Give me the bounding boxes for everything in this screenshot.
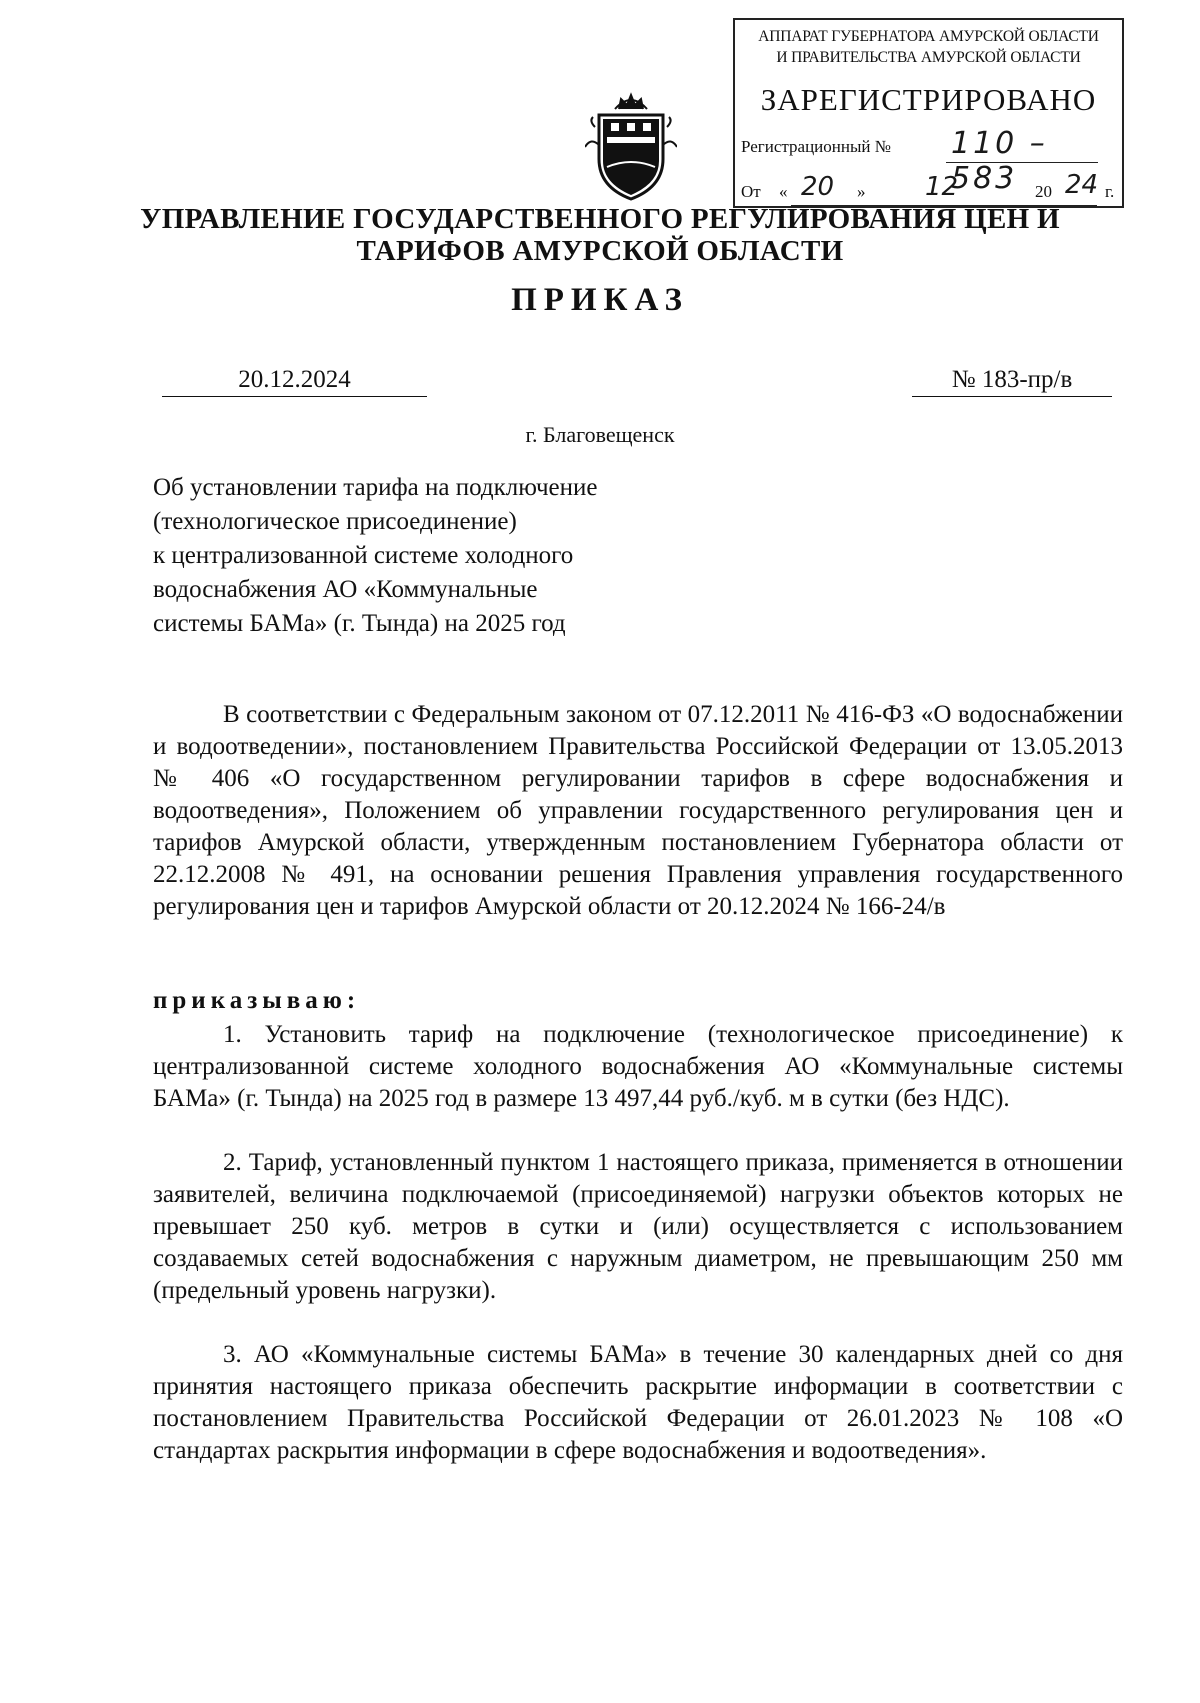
order-word: приказываю: [153, 987, 361, 1014]
stamp-from-label: От [741, 182, 761, 201]
order-item-2: 2. Тариф, установленный пунктом 1 настоящего приказа, применяется в отношении заявителей, величина подключаемой (присоединяемой) нагрузки объектов которых не превышает 250 куб. метров в сутки и (или) осуществляется с использованием создаваемых сетей водоснабжения с наружным диаметром, не превышающим 250 мм (предельный уровень нагрузки). [153, 1149, 1123, 1304]
authority-name-line-2: ТАРИФОВ АМУРСКОЙ ОБЛАСТИ [356, 235, 844, 267]
document-city: г. Благовещенск [525, 422, 675, 447]
subject-line: к централизованной системе холодного [153, 542, 574, 569]
subject-line: (технологическое присоединение) [153, 508, 517, 535]
stamp-month-handwritten: 12 [925, 172, 959, 202]
stamp-day-handwritten: 20 [801, 172, 835, 202]
order-item-1: 1. Установить тариф на подключение (технологическое присоединение) к централизованной системе холодного водоснабжения АО «Коммунальные системы БАМа» (г. Тында) на 2025 год в размере 13 497,44 руб./куб. м в сутки (без НДС). [153, 1021, 1123, 1112]
stamp-year-prefix: 20 [1035, 182, 1052, 201]
order-item-3: 3. АО «Коммунальные системы БАМа» в течение 30 календарных дней со дня принятия настоящего приказа обеспечить раскрытие информации в соответствии с постановлением Правительства Российской Федерации от 26.01.2023 № 108 «О стандартах раскрытия информации в сфере водоснабжения и водоотведения». [153, 1341, 1123, 1464]
preamble-paragraph: В соответствии с Федеральным законом от 07.12.2011 № 416-ФЗ «О водоснабжении и водоотведении», постановлением Правительства Российской Федерации от 13.05.2013 № 406 «О государственном регулировании тарифов в сфере водоснабжения и водоотведения», Положением об управлении государственного регулирования цен и тарифов Амурской области, утвержденным постановлением Губернатора области от 22.12.2008 № 491, на основании решения Правления управления государственного регулирования цен и тарифов Амурской области от 20.12.2024 № 166-24/в [153, 701, 1123, 920]
stamp-quote-close: » [857, 182, 866, 201]
stamp-quote-open: « [779, 182, 788, 201]
subject-line: водоснабжения АО «Коммунальные [153, 576, 538, 603]
authority-name-line-1: УПРАВЛЕНИЕ ГОСУДАРСТВЕННОГО РЕГУЛИРОВАНИЯ ЦЕН И [140, 203, 1060, 235]
document-number: № 183-пр/в [912, 366, 1112, 397]
stamp-registered-title: ЗАРЕГИСТРИРОВАНО [760, 82, 1097, 117]
stamp-year-unit: г. [1105, 182, 1115, 201]
document-subject [153, 471, 713, 641]
coat-of-arms-emblem [585, 87, 677, 205]
registration-stamp [733, 18, 1124, 208]
stamp-org-line-2: И ПРАВИТЕЛЬСТВА АМУРСКОЙ ОБЛАСТИ [776, 49, 1081, 66]
stamp-year-handwritten: 24 [1065, 170, 1099, 200]
subject-line: Об установлении тарифа на подключение [153, 474, 598, 501]
document-date: 20.12.2024 [162, 366, 427, 397]
stamp-org-line-1: АППАРАТ ГУБЕРНАТОРА АМУРСКОЙ ОБЛАСТИ [758, 28, 1099, 45]
stamp-reg-number-handwritten: 110 – 583 [951, 126, 1048, 196]
document-type-title: ПРИКАЗ [511, 282, 689, 318]
subject-line: системы БАМа» (г. Тында) на 2025 год [153, 610, 566, 637]
stamp-reg-number-label: Регистрационный № [741, 137, 891, 156]
